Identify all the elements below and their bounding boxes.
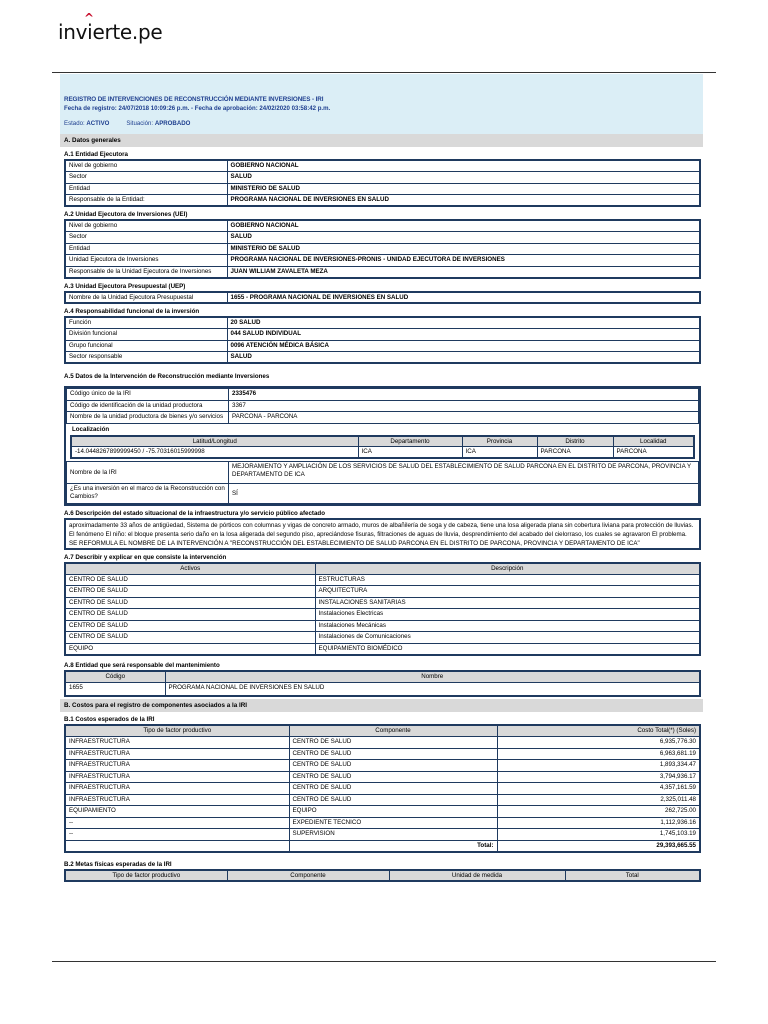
loc-header-latlon: Latitud/Longitud bbox=[71, 436, 358, 447]
costo-cell: 6,963,681.19 bbox=[497, 748, 700, 760]
rcc-question-label: ¿Es una inversión en el marco de la Reconstrucción con Cambios? bbox=[67, 483, 229, 503]
tipo-cell: INFRAESTRUCTURA bbox=[65, 748, 289, 760]
a2-title: A.2 Unidad Ejecutora de Inversiones (UEI) bbox=[64, 211, 188, 218]
componente-cell: CENTRO DE SALUD bbox=[289, 737, 497, 749]
b2-header-tipo: Tipo de factor productivo bbox=[65, 870, 227, 882]
kv-row bbox=[67, 412, 699, 424]
table-row bbox=[65, 609, 700, 621]
a8-header-nombre: Nombre bbox=[165, 671, 700, 683]
tipo-cell: INFRAESTRUCTURA bbox=[65, 794, 289, 806]
kv-row bbox=[65, 292, 700, 304]
a8-nombre: PROGRAMA NACIONAL DE INVERSIONES EN SALUD bbox=[165, 682, 700, 696]
costo-cell: 6,935,776.30 bbox=[497, 737, 700, 749]
activo-cell: CENTRO DE SALUD bbox=[65, 597, 315, 609]
kv-value: MINISTERIO DE SALUD bbox=[227, 183, 700, 195]
tipo-cell: -- bbox=[65, 829, 289, 841]
a8-header-codigo: Código bbox=[65, 671, 165, 683]
location-table bbox=[70, 435, 695, 459]
costo-cell: 1,112,936.16 bbox=[497, 817, 700, 829]
a6-title: A.6 Descripción del estado situacional de la infraestructura y/o servicio público afectado bbox=[64, 509, 325, 517]
a6-description: aproximadamente 33 años de antigüedad, Sistema de pórticos con columnas y vigas de concreto armado, muros de albañilería de soga y de cabeza, tiene una losa aligerada plana sin cobertura liviana para protección de lluvias. El fenómeno El niño: el bloque presenta serio daño en la losa aligerada del segundo piso, apreciándose fisuras, filtraciones de aguas de lluvia, desprendimiento del acabado del cielorraso, los cuales se agravaron El problema. SE REFORMULA EL NOMBRE DE LA INTERVENCIÓN A "RECONSTRUCCIÓN DEL ESTABLECIMIENTO DE SALUD PARCONA EN EL DISTRITO DE PARCONA, PROVINCIA Y DEPARTAMENTO DE ICA" bbox=[64, 518, 701, 550]
componente-cell: SUPERVISION bbox=[289, 829, 497, 841]
loc-localidad: PARCONA bbox=[613, 447, 694, 458]
a4-title: A.4 Responsabilidad funcional de la inversión bbox=[64, 308, 200, 315]
a3-table bbox=[64, 291, 701, 305]
kv-value: SALUD bbox=[227, 172, 700, 184]
table-row bbox=[65, 771, 700, 783]
kv-label: Sector responsable bbox=[65, 352, 227, 364]
kv-row bbox=[65, 183, 700, 195]
kv-value: PROGRAMA NACIONAL DE INVERSIONES EN SALUD bbox=[227, 195, 700, 207]
total-label: Total: bbox=[289, 840, 497, 852]
kv-value: GOBIERNO NACIONAL bbox=[227, 220, 700, 232]
kv-label: Responsable de la Entidad: bbox=[65, 195, 227, 207]
tipo-cell: INFRAESTRUCTURA bbox=[65, 783, 289, 795]
kv-label: Nivel de gobierno bbox=[65, 220, 227, 232]
kv-label: Nivel de gobierno bbox=[65, 160, 227, 172]
table-row bbox=[65, 748, 700, 760]
a2-table bbox=[64, 219, 701, 279]
a1-title: A.1 Entidad Ejecutora bbox=[64, 151, 128, 158]
b2-header-unidad: Unidad de medida bbox=[389, 870, 565, 882]
kv-label: Código de identificación de la unidad productora bbox=[67, 400, 229, 412]
loc-distrito: PARCONA bbox=[537, 447, 613, 458]
tipo-cell: EQUIPAMIENTO bbox=[65, 806, 289, 818]
a7-title: A.7 Describir y explicar en que consiste la intervención bbox=[64, 553, 227, 561]
componente-cell: CENTRO DE SALUD bbox=[289, 794, 497, 806]
loc-header-localidad: Localidad bbox=[613, 436, 694, 447]
iri-name-value: MEJORAMIENTO Y AMPLIACIÓN DE LOS SERVICIOS DE SALUD DEL ESTABLECIMIENTO DE SALUD PARCONA EN EL DISTRITO DE PARCONA, PROVINCIA Y DEPARTAMENTO DE ICA bbox=[229, 461, 699, 483]
table-row bbox=[65, 829, 700, 841]
b2-header-componente: Componente bbox=[227, 870, 389, 882]
a5-box bbox=[64, 386, 701, 506]
logo-text-post: erte.pe bbox=[92, 20, 163, 44]
kv-row bbox=[65, 329, 700, 341]
a7-header: Activos bbox=[65, 563, 315, 575]
table-row bbox=[65, 620, 700, 632]
loc-header-departamento: Departamento bbox=[358, 436, 462, 447]
tipo-cell: -- bbox=[65, 817, 289, 829]
report-title: REGISTRO DE INTERVENCIONES DE RECONSTRUCCIÓN MEDIANTE INVERSIONES - IRI bbox=[64, 96, 324, 103]
descripcion-cell: Instalaciones Electricas bbox=[315, 609, 700, 621]
kv-value: MINISTERIO DE SALUD bbox=[227, 243, 700, 255]
report-dates: Fecha de registro: 24/07/2018 10:09:26 p.m. - Fecha de aprobación: 24/02/2020 03:58:42 p.m. bbox=[64, 105, 331, 112]
kv-row bbox=[65, 317, 700, 329]
report-status: Estado: ACTIVO Situación: APROBADO bbox=[64, 120, 191, 127]
descripcion-cell: ARQUITECTURA bbox=[315, 586, 700, 598]
loc-provincia: ICA bbox=[462, 447, 537, 458]
logo-text-pre: inv bbox=[58, 20, 88, 44]
table-row bbox=[65, 794, 700, 806]
kv-value: 20 SALUD bbox=[227, 317, 700, 329]
situacion-value: APROBADO bbox=[154, 120, 191, 127]
kv-value: PROGRAMA NACIONAL DE INVERSIONES-PRONIS - UNIDAD EJECUTORA DE INVERSIONES bbox=[227, 255, 700, 267]
kv-value: SALUD bbox=[227, 232, 700, 244]
tipo-cell: INFRAESTRUCTURA bbox=[65, 771, 289, 783]
kv-value: SALUD bbox=[227, 352, 700, 364]
descripcion-cell: Instalaciones Mecánicas bbox=[315, 620, 700, 632]
table-row bbox=[65, 806, 700, 818]
kv-label: Entidad bbox=[65, 243, 227, 255]
loc-header-provincia: Provincia bbox=[462, 436, 537, 447]
a5-title: A.5 Datos de la Intervención de Reconstrucción mediante Inversiones bbox=[64, 373, 270, 380]
componente-cell: EQUIPO bbox=[289, 806, 497, 818]
estado-value: ACTIVO bbox=[86, 120, 110, 127]
kv-value: 044 SALUD INDIVIDUAL bbox=[227, 329, 700, 341]
tipo-cell: INFRAESTRUCTURA bbox=[65, 737, 289, 749]
table-row bbox=[65, 643, 700, 655]
a8-table bbox=[64, 670, 701, 698]
descripcion-cell: EQUIPAMIENTO BIOMÉDICO bbox=[315, 643, 700, 655]
a7-header: Descripción bbox=[315, 563, 700, 575]
bottom-rule bbox=[52, 961, 716, 962]
table-row bbox=[65, 574, 700, 586]
total-row bbox=[65, 840, 700, 852]
kv-row bbox=[65, 255, 700, 267]
loc-latlon: -14.0448267899999450 / -75.70316015999998 bbox=[71, 447, 358, 458]
b1-header: Componente bbox=[289, 725, 497, 737]
kv-label: Sector bbox=[65, 172, 227, 184]
activo-cell: CENTRO DE SALUD bbox=[65, 586, 315, 598]
tipo-cell: INFRAESTRUCTURA bbox=[65, 760, 289, 772]
b1-header: Tipo de factor productivo bbox=[65, 725, 289, 737]
table-row bbox=[65, 760, 700, 772]
componente-cell: CENTRO DE SALUD bbox=[289, 783, 497, 795]
descripcion-cell: INSTALACIONES SANITARIAS bbox=[315, 597, 700, 609]
kv-row bbox=[67, 400, 699, 412]
b1-title: B.1 Costos esperados de la IRI bbox=[64, 716, 155, 723]
kv-value: JUAN WILLIAM ZAVALETA MEZA bbox=[227, 266, 700, 278]
kv-row bbox=[65, 243, 700, 255]
logo-caret-icon: ^ bbox=[84, 11, 94, 25]
costo-cell: 3,794,936.17 bbox=[497, 771, 700, 783]
section-a-title: A. Datos generales bbox=[60, 134, 703, 147]
componente-cell: CENTRO DE SALUD bbox=[289, 748, 497, 760]
kv-row bbox=[65, 352, 700, 364]
total-value: 29,393,665.55 bbox=[497, 840, 700, 852]
kv-row bbox=[67, 389, 699, 401]
b2-table bbox=[64, 869, 701, 883]
componente-cell: EXPEDIENTE TECNICO bbox=[289, 817, 497, 829]
kv-value: 3367 bbox=[229, 400, 699, 412]
a5-name-table bbox=[66, 461, 699, 504]
b1-table bbox=[64, 724, 701, 853]
loc-header-distrito: Distrito bbox=[537, 436, 613, 447]
a5-table bbox=[66, 388, 699, 424]
activo-cell: CENTRO DE SALUD bbox=[65, 609, 315, 621]
kv-label: Nombre de la unidad productora de bienes y/o servicios bbox=[67, 412, 229, 424]
kv-row bbox=[65, 232, 700, 244]
b1-header: Costo Total(*) (Soles) bbox=[497, 725, 700, 737]
iri-name-label: Nombre de la IRI bbox=[67, 461, 229, 483]
kv-row bbox=[65, 340, 700, 352]
kv-label: Unidad Ejecutora de Inversiones bbox=[65, 255, 227, 267]
kv-value: PARCONA - PARCONA bbox=[229, 412, 699, 424]
componente-cell: CENTRO DE SALUD bbox=[289, 771, 497, 783]
kv-label: Sector bbox=[65, 232, 227, 244]
section-b-title: B. Costos para el registro de componentes asociados a la IRI bbox=[60, 699, 703, 712]
kv-label: División funcional bbox=[65, 329, 227, 341]
kv-row bbox=[65, 172, 700, 184]
activo-cell: CENTRO DE SALUD bbox=[65, 620, 315, 632]
descripcion-cell: Instalaciones de Comunicaciones bbox=[315, 632, 700, 644]
descripcion-cell: ESTRUCTURAS bbox=[315, 574, 700, 586]
costo-cell: 1,893,334.47 bbox=[497, 760, 700, 772]
table-row bbox=[65, 817, 700, 829]
kv-label: Código único de la IRI bbox=[67, 389, 229, 401]
table-row bbox=[65, 783, 700, 795]
table-row bbox=[65, 586, 700, 598]
costo-cell: 262,725.00 bbox=[497, 806, 700, 818]
table-row bbox=[65, 737, 700, 749]
kv-value: 1655 - PROGRAMA NACIONAL DE INVERSIONES EN SALUD bbox=[227, 292, 700, 304]
table-row bbox=[65, 597, 700, 609]
costo-cell: 4,357,161.59 bbox=[497, 783, 700, 795]
kv-label: Nombre de la Unidad Ejecutora Presupuestal bbox=[65, 292, 227, 304]
logo-i: i bbox=[87, 20, 93, 44]
iri-report bbox=[60, 74, 703, 882]
kv-label: Entidad bbox=[65, 183, 227, 195]
b2-header-total: Total bbox=[565, 870, 700, 882]
top-rule bbox=[52, 72, 716, 73]
a8-codigo: 1655 bbox=[65, 682, 165, 696]
activo-cell: EQUIPO bbox=[65, 643, 315, 655]
componente-cell: CENTRO DE SALUD bbox=[289, 760, 497, 772]
report-header bbox=[60, 74, 703, 134]
kv-label: Grupo funcional bbox=[65, 340, 227, 352]
kv-row bbox=[65, 195, 700, 207]
costo-cell: 1,745,103.19 bbox=[497, 829, 700, 841]
b2-title: B.2 Metas físicas esperadas de la IRI bbox=[64, 860, 172, 868]
location-title: Localización bbox=[72, 425, 110, 433]
table-row bbox=[65, 632, 700, 644]
a1-table bbox=[64, 159, 701, 207]
kv-label: Responsable de la Unidad Ejecutora de Inversiones bbox=[65, 266, 227, 278]
loc-departamento: ICA bbox=[358, 447, 462, 458]
kv-row bbox=[65, 220, 700, 232]
kv-value: GOBIERNO NACIONAL bbox=[227, 160, 700, 172]
kv-value: 2335476 bbox=[229, 389, 699, 401]
kv-label: Función bbox=[65, 317, 227, 329]
rcc-question-value: SÍ bbox=[229, 483, 699, 503]
kv-value: 0096 ATENCIÓN MÉDICA BÁSICA bbox=[227, 340, 700, 352]
a4-table bbox=[64, 316, 701, 364]
kv-row bbox=[65, 266, 700, 278]
costo-cell: 2,325,011.48 bbox=[497, 794, 700, 806]
a7-table bbox=[64, 562, 701, 656]
activo-cell: CENTRO DE SALUD bbox=[65, 632, 315, 644]
a3-title: A.3 Unidad Ejecutora Presupuestal (UEP) bbox=[64, 282, 186, 290]
a8-title: A.8 Entidad que será responsable del mantenimiento bbox=[64, 661, 220, 669]
invierte-logo bbox=[58, 11, 163, 44]
kv-row bbox=[65, 160, 700, 172]
activo-cell: CENTRO DE SALUD bbox=[65, 574, 315, 586]
